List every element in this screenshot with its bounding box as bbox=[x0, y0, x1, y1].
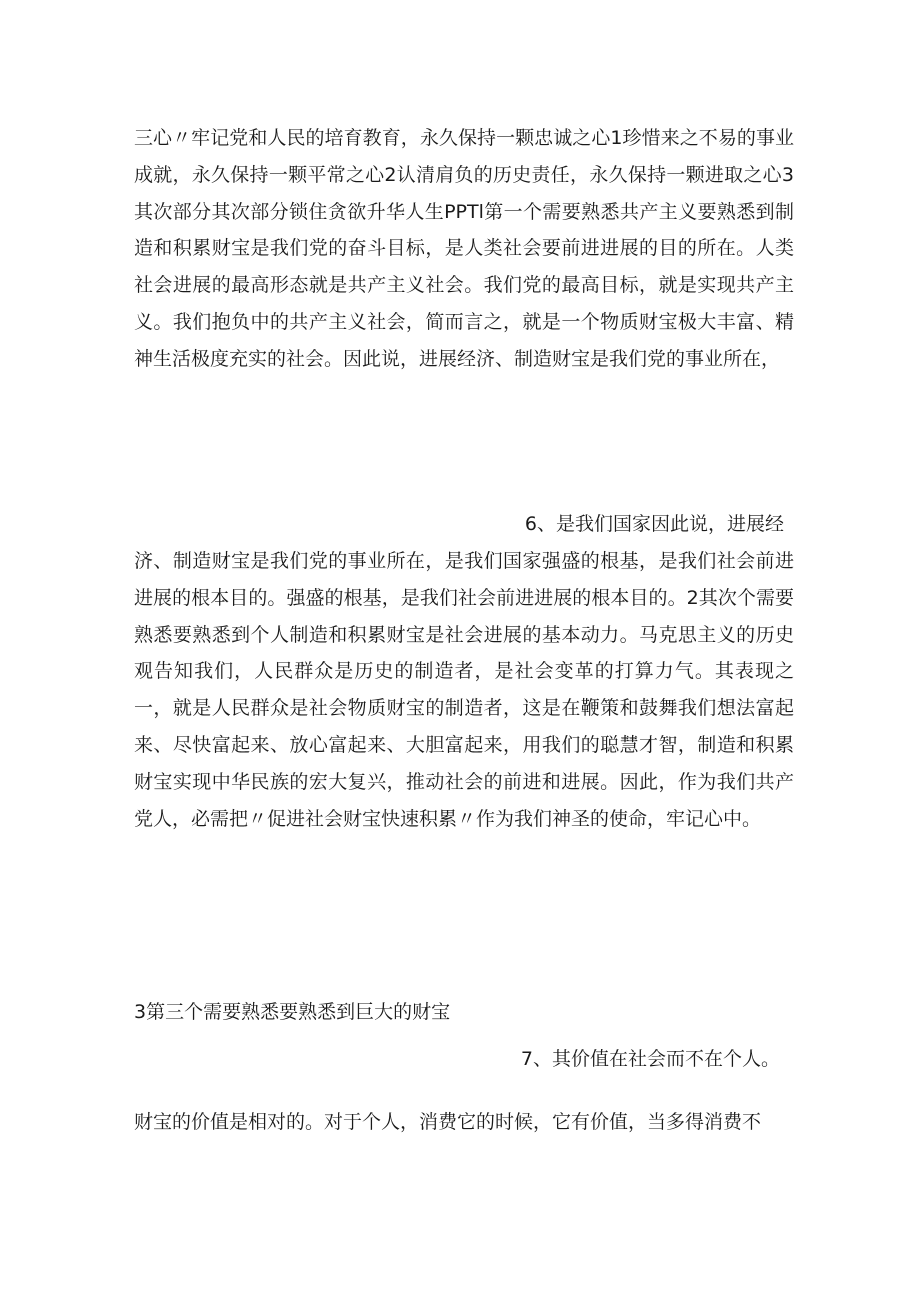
paragraph-1: 三心〃牢记党和人民的培育教育，永久保持一颗忠诚之心1珍惜来之不易的事业成就，永久保持一颗平常之心2认清肩负的历史责任，永久保持一颗进取之心3其次部分其次部分锁住贪欲升华人生PPTl第一个需要熟悉共产主义要熟悉到制造和积累财宝是我们党的奋斗目标，是人类社会要前进进展的目的所在。人类社会进展的最高形态就是共产主义社会。我们党的最高目标，就是实现共产主义。我们抱负中的共产主义社会，简而言之，就是一个物质财宝极大丰富、精神生活极度充实的社会。因此说，进展经济、制造财宝是我们党的事业所在， bbox=[134, 127, 794, 370]
paragraph-6: 财宝的价值是相对的。对于个人，消费它的时候，它有价值，当多得消费不 bbox=[134, 1111, 762, 1133]
paragraph-2: 6、是我们国家因此说，进展经 bbox=[524, 513, 784, 535]
paragraph-3: 济、制造财宝是我们党的事业所在，是我们国家强盛的根基，是我们社会前进进展的根本目的。强盛的根基，是我们社会前进进展的根本目的。2其次个需要熟悉要熟悉到个人制造和积累财宝是社会进展的基本动力。马克思主义的历史观告知我们，人民群众是历史的制造者，是社会变革的打算力气。其表现之一，就是人民群众是社会物质财宝的制造者，这是在鞭策和鼓舞我们想法富起来、尽快富起来、放心富起来、大胆富起来，用我们的聪慧才智，制造和积累财宝实现中华民族的宏大复兴，推动社会的前进和进展。因此，作为我们共产党人，必需把〃促进社会财宝快速积累〃作为我们神圣的使命，牢记心中。 bbox=[134, 550, 794, 830]
paragraph-4: 3第三个需要熟悉要熟悉到巨大的财宝 bbox=[134, 1001, 451, 1023]
paragraph-5: 7、其价值在社会而不在个人。 bbox=[520, 1048, 780, 1070]
